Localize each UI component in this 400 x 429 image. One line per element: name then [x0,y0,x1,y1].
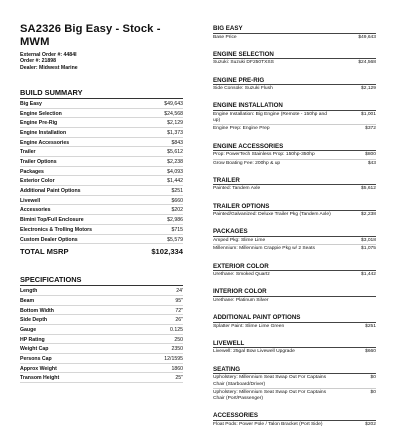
detail-item [213,420,376,428]
build_summary-label: Trailer Options [20,159,57,166]
detail-section [213,288,376,304]
detail-item-description: Suzuki: Suzuki DF250TXSS [213,60,274,66]
detail-item-description: Livewell: 25gal Bow Livewell Upgrade [213,349,295,355]
detail-section [213,366,376,403]
specifications-row [20,296,183,306]
specifications-row [20,344,183,354]
build_summary-row [20,215,183,225]
specifications-row [20,315,183,325]
detail-section-heading: ENGINE ACCESSORIES [213,142,284,150]
title-line-1: SA2326 Big Easy - Stock - [20,23,161,35]
build_summary-value: $24,568 [164,110,183,117]
detail-item-price: $372 [365,126,376,132]
right-column-details [213,0,376,428]
detail-item-price: $1,075 [361,246,376,252]
detail-item-price: $800 [365,152,376,158]
dealer: Dealer: Midwest Marine [20,64,78,71]
build_summary-label: Big Easy [20,100,42,107]
build_summary-value: $5,612 [167,149,183,156]
build_summary-label: Engine Pre-Rig [20,120,58,127]
build_summary-label: Engine Installation [20,129,67,136]
build-summary-section [20,88,183,256]
detail-section [213,51,376,67]
build_summary-label: Livewell [20,197,41,204]
detail-section [213,203,376,219]
build_summary-value: $202 [171,207,183,214]
build_summary-row [20,157,183,167]
specifications-row [20,325,183,335]
build_summary-label: Custom Dealer Options [20,236,78,243]
build_summary-label: Packages [20,168,44,175]
detail-item-price: $5,612 [361,186,376,192]
detail-section [213,340,376,356]
build_summary-row [20,176,183,186]
build_summary-row [20,99,183,109]
detail-item [213,150,376,158]
detail-item-description: Side Console: Suzuki Flush [213,86,273,92]
build_summary-value: $4,093 [167,168,183,175]
detail-section [213,314,376,330]
specifications-value: 25" [175,375,183,382]
specifications-label: Side Depth [20,317,48,324]
detail-item-description: Upholstery: Millennium Seat Swap Out For Captains Chair (Port/Passenger) [213,389,327,402]
detail-item [213,110,376,125]
detail-section-heading: LIVEWELL [213,339,245,347]
detail-item [213,210,376,218]
specifications-row [20,364,183,374]
specifications-heading: SPECIFICATIONS [20,275,183,286]
detail-section [213,412,376,428]
detail-item-description: Painted: Tandem Axle [213,186,261,192]
specifications-label: Weight Cap [20,346,49,353]
detail-item-description: Millennium: Millennium Crappie Pkg w/ 2 Seats [213,246,315,252]
detail-item-description: Engine Prep: Engine Prep [213,126,270,132]
total-msrp-value: $102,334 [151,247,183,257]
detail-item-price: $660 [365,349,376,355]
build_summary-value: $2,986 [167,217,183,224]
detail-section [213,25,376,41]
build-summary-rows [20,99,183,244]
detail-section [213,102,376,132]
build_summary-row [20,186,183,196]
detail-section-heading: ENGINE PRE-RIG [213,76,265,84]
detail-item-price: $251 [365,323,376,329]
detail-section [213,177,376,193]
detail-item [213,84,376,92]
build_summary-row [20,196,183,206]
detail-item-description: Float Pods: Power Pole / Talon Bracket (Port Side) [213,421,323,427]
specifications-section [20,275,183,383]
build_summary-row [20,167,183,177]
detail-item-price: $2,238 [361,212,376,218]
build_summary-row [20,147,183,157]
detail-item-description: Upholstery: Millennium Seat Swap Out For Captains Chair (Starboard/Driver) [213,375,327,387]
detail-item-price: $0 [370,375,376,381]
detail-item-price: $24,568 [358,60,376,66]
specifications-row [20,354,183,364]
specifications-row [20,373,183,383]
specifications-value: 2350 [171,346,183,353]
build_summary-row [20,109,183,119]
build_summary-label: Engine Accessories [20,139,70,146]
build_summary-label: Engine Selection [20,110,62,117]
detail-item-description: Grow Boating Fee: 200hp & up [213,160,281,166]
build_summary-row [20,235,183,245]
specifications-value: 1860 [171,365,183,372]
specifications-value: 12/1595 [164,356,183,363]
detail-item [213,124,376,132]
detail-section-heading: EXTERIOR COLOR [213,262,269,270]
build_summary-value: $660 [171,197,183,204]
detail-item [213,347,376,355]
detail-item [213,270,376,278]
detail-item-price: $202 [365,421,376,427]
build_summary-row [20,225,183,235]
detail-section-heading: INTERIOR COLOR [213,288,267,296]
detail-section-heading: BIG EASY [213,25,243,32]
build_summary-label: Electronics & Trolling Motors [20,226,93,233]
specifications-value: 95" [175,297,183,304]
specifications-value: 24' [176,288,183,295]
build_summary-label: Accessories [20,207,51,214]
detail-section-heading: TRAILER OPTIONS [213,202,270,210]
build_summary-label: Exterior Color [20,178,55,185]
build_summary-value: $49,643 [164,100,183,107]
build_summary-label: Additional Paint Options [20,188,81,195]
detail-item-price: $43 [367,160,376,166]
specifications-row [20,335,183,345]
detail-item [213,244,376,252]
build_summary-row [20,138,183,148]
external-order: External Order #: 4484I [20,52,77,58]
specifications-value: 26" [175,317,183,324]
detail-section-heading: ENGINE INSTALLATION [213,102,283,110]
detail-item [213,236,376,244]
specifications-label: Bottom Width [20,307,54,314]
specifications-value: 72" [175,307,183,314]
left-column [20,0,183,383]
specifications-row [20,306,183,316]
detail-section [213,228,376,252]
page-title [20,23,183,49]
specifications-label: Gauge [20,326,37,333]
detail-item-description: Amped Pkg: Slime Lime [213,237,266,243]
detail-section [213,77,376,93]
build_summary-label: Bimini Top/Full Enclosure [20,217,84,224]
specifications-rows [20,286,183,383]
total-msrp-row [20,244,183,256]
build_summary-row [20,118,183,128]
detail-item-description: Urethane: Smoked Quartz [213,272,270,278]
specifications-row [20,286,183,296]
detail-item [213,296,376,304]
detail-item [213,322,376,330]
detail-item [213,373,376,388]
build-summary-heading: BUILD SUMMARY [20,88,183,99]
detail-section-heading: SEATING [213,365,241,373]
detail-section-heading: ACCESSORIES [213,412,259,420]
detail-item [213,58,376,66]
detail-item-price: $1,442 [361,272,376,278]
detail-item-price: $1,001 [361,111,376,117]
specifications-label: Approx Weight [20,365,57,372]
detail-item-description: Painted/Galvanized: Deluxe Trailer Pkg (Tandem Axle) [213,212,331,218]
build_summary-row [20,128,183,138]
detail-section-heading: PACKAGES [213,228,248,236]
detail-section-heading: TRAILER [213,176,240,184]
detail-item-description: Engine Installation: Big Engine (Remote - 150hp and up) [213,111,327,124]
build_summary-value: $715 [171,226,183,233]
detail-item-price: $49,643 [358,34,376,40]
title-line-2: MWM [20,36,50,48]
detail-section-heading: ENGINE SELECTION [213,50,274,58]
specifications-label: Persons Cap [20,356,52,363]
build_summary-row [20,205,183,215]
detail-item-description: Prop: PowerTech Stainless Prop: 150hp-350hp [213,152,315,158]
detail-item [213,184,376,192]
detail-item-description: Urethane: Platinum Silver [213,297,269,303]
build_summary-value: $1,373 [167,129,183,136]
specifications-label: Transom Height [20,375,60,382]
detail-section [213,143,376,167]
build_summary-value: $5,579 [167,236,183,243]
build_summary-value: $843 [171,139,183,146]
specifications-label: Beam [20,297,35,304]
detail-item-description: Splatter Paint: Slime Lime Green [213,323,285,329]
specifications-label: Length [20,288,38,295]
build_summary-value: $2,129 [167,120,183,127]
build_summary-label: Trailer [20,149,36,156]
specifications-value: 250 [174,336,183,343]
build_summary-value: $251 [171,188,183,195]
specifications-value: 0.125 [170,326,183,333]
build_summary-value: $2,238 [167,159,183,166]
detail-item-price: $2,129 [361,86,376,92]
build_summary-value: $1,442 [167,178,183,185]
detail-item-price: $0 [370,389,376,395]
detail-item [213,388,376,403]
specifications-label: HP Rating [20,336,45,343]
detail-item-price: $3,018 [361,237,376,243]
detail-section [213,263,376,279]
order-number: Order #: 21898 [20,58,57,65]
detail-item [213,159,376,167]
detail-section-heading: ADDITIONAL PAINT OPTIONS [213,314,301,322]
detail-item-description: Base Price [213,34,237,40]
total-msrp-label: TOTAL MSRP [20,247,69,257]
detail-item [213,33,376,41]
